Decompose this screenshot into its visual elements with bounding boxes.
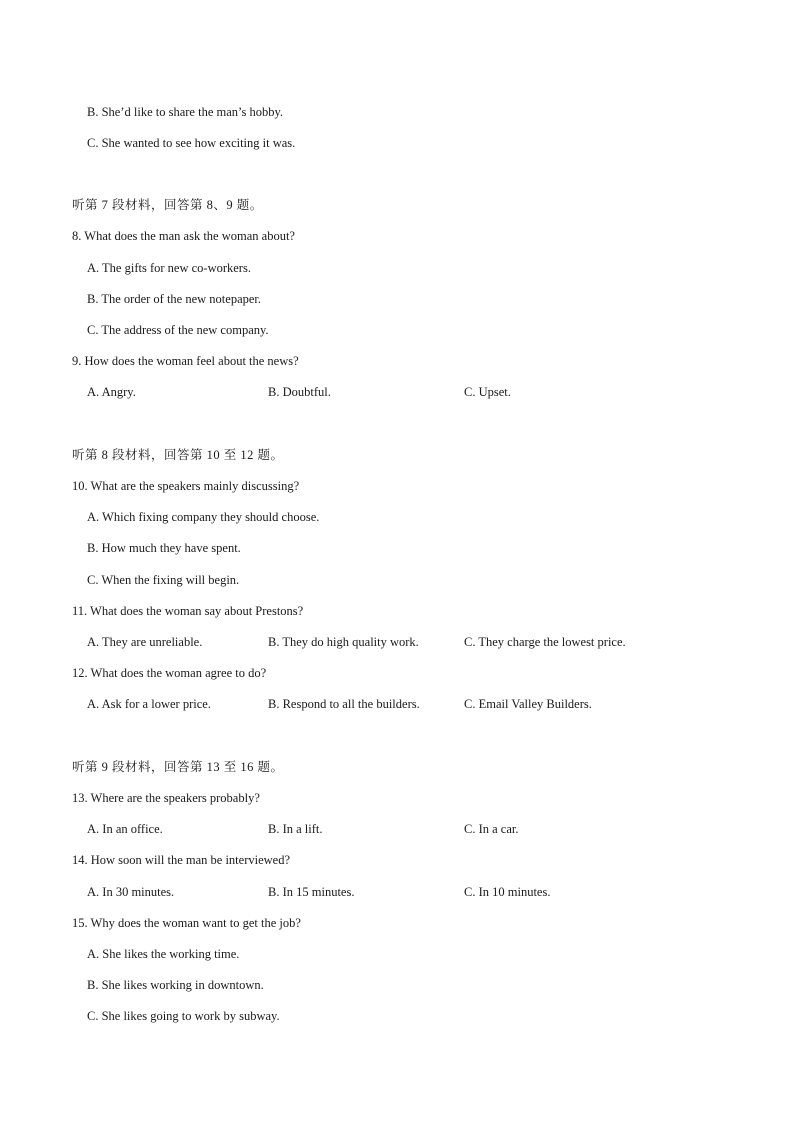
answer-option: C. In a car.: [464, 822, 519, 836]
answer-option: B. Respond to all the builders.: [268, 697, 420, 711]
answer-option: A. She likes the working time.: [87, 947, 240, 961]
answer-option: B. She’d like to share the man’s hobby.: [87, 105, 284, 119]
question: 11. What does the woman say about Prestons?: [72, 604, 304, 618]
answer-option: A. The gifts for new co-workers.: [87, 261, 251, 275]
answer-option: A. They are unreliable.: [87, 635, 203, 649]
answer-option: B. Doubtful.: [268, 385, 331, 399]
answer-option: C. When the fixing will begin.: [87, 573, 240, 587]
answer-option: B. In 15 minutes.: [268, 885, 355, 899]
answer-option: A. Ask for a lower price.: [87, 697, 211, 711]
answer-option: B. In a lift.: [268, 822, 323, 836]
question: 13. Where are the speakers probably?: [72, 791, 260, 805]
answer-option: B. How much they have spent.: [87, 541, 241, 555]
section-heading: 听第 8 段材料，回答第 10 至 12 题。: [72, 448, 284, 462]
answer-option: C. Email Valley Builders.: [464, 697, 592, 711]
question: 9. How does the woman feel about the news?: [72, 354, 299, 368]
answer-option: A. In an office.: [87, 822, 163, 836]
answer-option: B. She likes working in downtown.: [87, 978, 264, 992]
answer-option: A. Which fixing company they should choose.: [87, 510, 320, 524]
question: 12. What does the woman agree to do?: [72, 666, 267, 680]
question: 14. How soon will the man be interviewed?: [72, 853, 291, 867]
question: 8. What does the man ask the woman about?: [72, 229, 295, 243]
answer-option: C. She wanted to see how exciting it was.: [87, 136, 296, 150]
answer-option: C. In 10 minutes.: [464, 885, 551, 899]
answer-option: A. Angry.: [87, 385, 136, 399]
answer-option: B. The order of the new notepaper.: [87, 292, 262, 306]
answer-option: C. Upset.: [464, 385, 511, 399]
section-heading: 听第 7 段材料，回答第 8、9 题。: [72, 198, 263, 212]
answer-option: C. The address of the new company.: [87, 323, 269, 337]
question: 15. Why does the woman want to get the job?: [72, 916, 301, 930]
answer-option: A. In 30 minutes.: [87, 885, 175, 899]
question: 10. What are the speakers mainly discussing?: [72, 479, 300, 493]
section-heading: 听第 9 段材料，回答第 13 至 16 题。: [72, 760, 284, 774]
answer-option: C. She likes going to work by subway.: [87, 1009, 280, 1023]
answer-option: C. They charge the lowest price.: [464, 635, 626, 649]
answer-option: B. They do high quality work.: [268, 635, 419, 649]
